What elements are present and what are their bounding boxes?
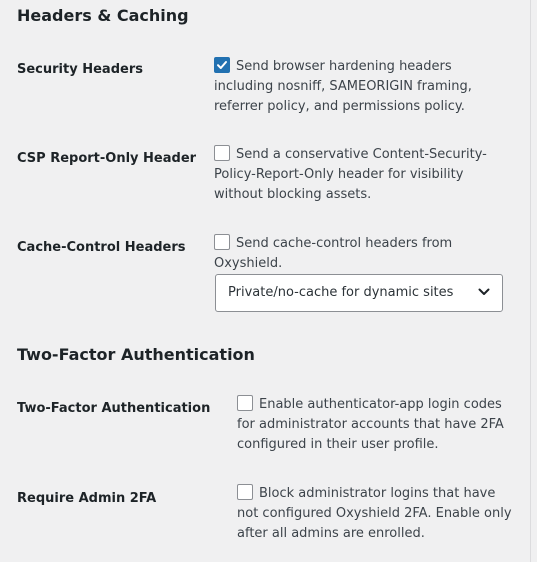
cache-control-select[interactable] bbox=[215, 274, 503, 312]
two-factor-auth-description: Enable authenticator-app login codes for administrator accounts that have 2FA configured in their user profile. bbox=[237, 397, 504, 452]
csp-report-only-checkbox[interactable] bbox=[214, 145, 230, 161]
cache-control-field[interactable] bbox=[214, 234, 474, 274]
csp-report-only-description: Send a conservative Content-Security-Policy-Report-Only header for visibility without blocking assets. bbox=[214, 147, 487, 202]
two-factor-auth-checkbox[interactable] bbox=[237, 395, 253, 411]
require-admin-2fa-field[interactable] bbox=[237, 484, 517, 544]
content-edge-divider bbox=[530, 0, 531, 562]
two-factor-auth-field[interactable] bbox=[237, 395, 517, 455]
security-headers-checkbox[interactable] bbox=[214, 57, 230, 73]
security-headers-description: Send browser hardening headers including nosniff, SAMEORIGIN framing, referrer policy, and permissions policy. bbox=[214, 59, 472, 114]
chevron-down-icon bbox=[478, 288, 490, 296]
security-headers-field[interactable] bbox=[214, 57, 514, 117]
cache-control-checkbox[interactable] bbox=[214, 234, 230, 250]
cache-control-description: Send cache-control headers from Oxyshield. bbox=[214, 236, 453, 271]
csp-report-only-label: CSP Report-Only Header bbox=[17, 151, 197, 166]
csp-report-only-field[interactable] bbox=[214, 145, 514, 205]
two-factor-auth-label: Two-Factor Authentication bbox=[17, 401, 211, 416]
security-headers-label: Security Headers bbox=[17, 62, 143, 77]
cache-control-select-value: Private/no-cache for dynamic sites bbox=[228, 285, 454, 300]
section-title-headers-caching: Headers & Caching bbox=[17, 6, 189, 25]
require-admin-2fa-label: Require Admin 2FA bbox=[17, 491, 157, 506]
require-admin-2fa-description: Block administrator logins that have not configured Oxyshield 2FA. Enable only after all admins are enrolled. bbox=[237, 486, 512, 541]
cache-control-label: Cache-Control Headers bbox=[17, 240, 186, 255]
require-admin-2fa-checkbox[interactable] bbox=[237, 484, 253, 500]
check-icon bbox=[216, 59, 228, 71]
section-title-two-factor: Two-Factor Authentication bbox=[17, 345, 255, 364]
